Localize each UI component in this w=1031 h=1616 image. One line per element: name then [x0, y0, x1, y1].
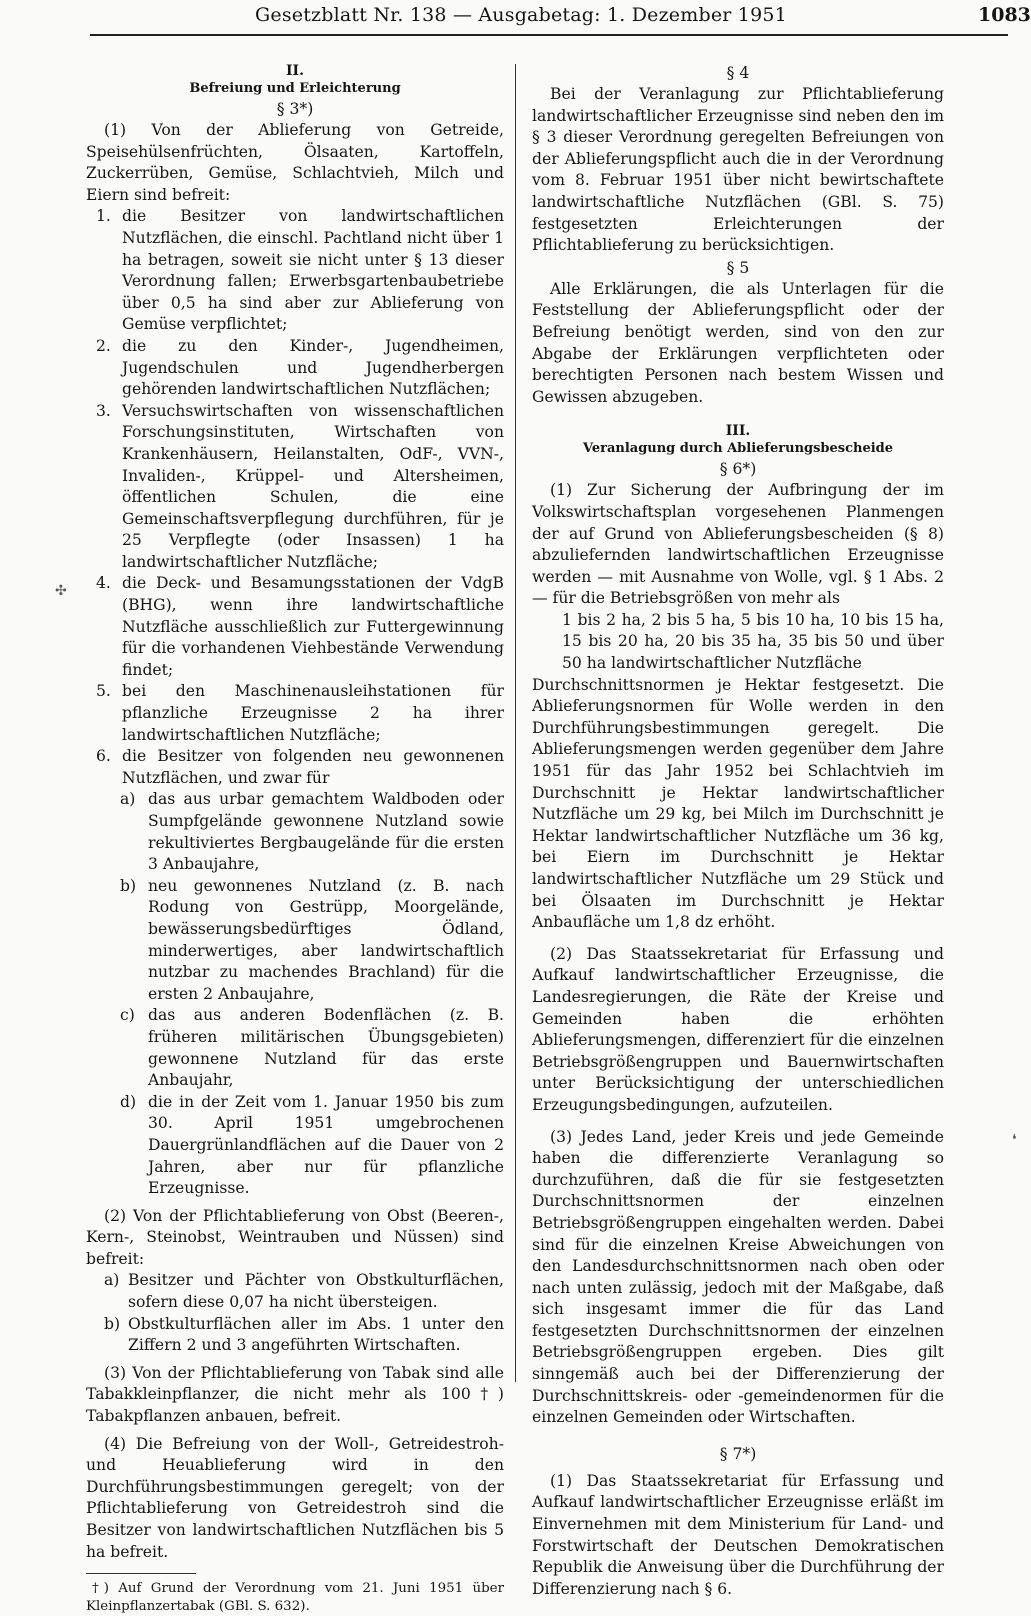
running-head: Gesetzblatt Nr. 138 — Ausgabetag: 1. Dezember 1951: [255, 4, 787, 26]
sub-list-item: [86, 876, 504, 1006]
paragraph-text: (3) Von der Pflichtablieferung von Tabak sind alle Tabakkleinpflanzer, die nicht mehr als 100†) Tabakpflanzen anbauen, befreit.: [86, 1363, 504, 1426]
list-text: die Besitzer von landwirtschaftlichen Nutzflächen, die einschl. Pachtland nicht über 1 ha betragen, soweit sie nicht unter § 13 dieser Verordnung fallen; Erwerbsgartenbaubetriebe über 0,5 ha sind aber zur Ablieferung von Gemüse verpflichtet;: [122, 207, 504, 334]
sub-list-text: neu gewonnenes Nutzland (z. B. nach Rodung von Gestrüpp, Moorgelände, bewässerungsbedürftiges Ödland, minderwertiges, aber landwirtschaftlich nutzbar zu machendes Brachland) für die ersten 2 Anbaujahre,: [148, 876, 504, 1003]
header-rule: [90, 34, 1008, 36]
section-number: III.: [725, 423, 751, 440]
list-number: 1.: [96, 207, 111, 226]
list-text: Versuchswirtschaften von wissenschaftlichen Forschungsinstituten, Wirtschaften von Krankenhäusern, Heilanstalten, OdF-, VVN-, Invaliden-, Krüppel- und Altersheimen, öffentlichen Schulen, die eine Gemeinschaftsverpflegung durchführen, für je 25 Verpflegte (oder Insassen) 1 ha landwirtschaftlicher Nutzfläche;: [122, 401, 504, 571]
section-number: II.: [286, 63, 304, 79]
sub-list-letter: d): [120, 1092, 137, 1111]
section-title: Veranlagung durch Ablieferungsbescheide: [582, 441, 894, 457]
paragraph-heading: § 6*): [719, 460, 757, 479]
sub-list-letter: b): [120, 876, 137, 895]
list-item: [86, 1314, 504, 1357]
paragraph-text: (4) Die Befreiung von der Woll-, Getreidestroh- und Heuablieferung wird in den Durchführungsbestimmungen geregelt; von der Pflichtablieferung von Getreidestroh sind die Besitzer von landwirtschaftlichen Nutzflächen bis 5 ha befreit.: [86, 1434, 504, 1561]
column-divider: [515, 64, 516, 1382]
list-item: [86, 746, 504, 789]
list-item: [86, 336, 504, 401]
sub-list-item: [86, 1005, 504, 1091]
list-text: die Besitzer von folgenden neu gewonnenen Nutzflächen, und zwar für: [122, 747, 504, 787]
list-text: bei den Maschinenausleihstationen für pflanzliche Erzeugnisse 2 ha ihrer landwirtschaftlichen Nutzfläche;: [122, 682, 504, 744]
footnote: †) Auf Grund der Verordnung vom 21. Juni 1951 über Kleinpflanzertabak (GBl. S. 632).: [86, 1581, 504, 1615]
paragraph-text: (2) Von der Pflichtablieferung von Obst (Beeren-, Kern-, Steinobst, Weintrauben und Nüssen) sind befreit:: [86, 1206, 504, 1268]
list-item: [86, 206, 504, 336]
paragraph-text: (3) Jedes Land, jeder Kreis und jede Gemeinde haben die differenzierte Veranlagung so durchzuführen, daß die für sie festgesetzten Durchschnittsnormen der einzelnen Betriebsgrößengruppen eingehalten werden. Dabei sind für die einzelnen Kreise Abweichungen von den Landesdurchschnittsnormen nach oben oder nach unten zulässig, jedoch mit der Maßgabe, daß sich insgesamt immer die für das Land festgesetzten Durchschnittsnormen der einzelnen Betriebsgrößengruppen ergeben. Dies gilt sinngemäß auch bei der Differenzierung der Durchschnittskreis- oder -gemeindenormen für die einzelnen Gemeinden oder Wirtschaften.: [532, 1127, 944, 1427]
list-number: 5.: [96, 682, 111, 701]
footnote-rule: [86, 1573, 196, 1574]
paragraph-text: (1) Das Staatssekretariat für Erfassung und Aufkauf landwirtschaftlicher Erzeugnisse erläßt im Einvernehmen mit dem Ministerium für Land- und Forstwirtschaft der Deutschen Demokratischen Republik die Anweisung über die Durchführung der Differenzierung nach § 6.: [532, 1471, 944, 1598]
paragraph-text: (2) Das Staatssekretariat für Erfassung und Aufkauf landwirtschaftlicher Erzeugnisse, die Landesregierungen, die Räte der Kreise und Gemeinden haben die erhöhten Ablieferungsmengen, differenziert für die einzelnen Betriebsgrößengruppen und Bauernwirtschaften unter Berücksichtigung der unterschiedlichen Erzeugungsbedingungen, aufzuteilen.: [532, 944, 944, 1114]
list-text: die zu den Kinder-, Jugendheimen, Jugendschulen und Jugendherbergen gehörenden landwirtschaftlichen Nutzflächen;: [122, 336, 504, 399]
sub-list-text: das aus urbar gemachtem Waldboden oder Sumpfgelände gewonnene Nutzland sowie rekultiviertes Bergbaugelände für die ersten 3 Anbaujahre,: [148, 790, 504, 874]
list-letter: b): [104, 1314, 121, 1333]
sub-list-letter: a): [120, 790, 136, 809]
page-number: 1083: [978, 4, 1031, 26]
paragraph-text: Durchschnittsnormen je Hektar festgesetzt. Die Ablieferungsnormen für Wolle werden in den Durchführungsbestimmungen geregelt. Die Ablieferungsmengen werden gegenüber dem Jahre 1951 für das Jahr 1952 bei Schlachtvieh im Durchschnitt je Hektar landwirtschaftlicher Nutzfläche um 29 kg, bei Milch im Durchschnitt je Hektar landwirtschaftlicher Nutzfläche um 36 kg, bei Eiern im Durchschnitt je Hektar landwirtschaftlicher Nutzfläche um 29 Stück und bei Ölsaaten im Durchschnitt je Hektar Anbaufläche um 1,8 dz erhöht.: [532, 675, 944, 932]
section-title: Befreiung und Erleichterung: [189, 81, 401, 96]
sub-list-item: [86, 789, 504, 875]
list-item: [86, 573, 504, 681]
paragraph-text: Alle Erklärungen, die als Unterlagen für die Feststellung der Ablieferungspflicht oder der Befreiung benötigt werden, sind von den zur Abgabe der Erklärungen verpflichteten oder berechtigten Personen nach bestem Wissen und Gewissen abzugeben.: [532, 279, 944, 406]
list-number: 2.: [96, 336, 111, 355]
paragraph-text: Bei der Veranlagung zur Pflichtablieferung landwirtschaftlicher Erzeugnisse sind neben den im § 3 dieser Verordnung geregelten Befreiungen von der Ablieferungspflicht auch die in der Verordnung vom 8. Februar 1951 über nicht bewirtschaftete landwirtschaftliche Nutzflächen (GBl. S. 75) festgesetzten Erleichterungen der Pflichtablieferung zu berücksichtigen.: [532, 85, 944, 255]
paragraph-heading: § 7*): [719, 1444, 757, 1463]
right-column: [532, 62, 944, 1600]
left-column: [86, 62, 504, 1616]
paragraph-text: (1) Zur Sicherung der Aufbringung der im Volkswirtschaftsplan vorgesehenen Planmengen der auf Grund von Ablieferungsbescheiden (§ 8) abzuliefernden landwirtschaftlichen Erzeugnisse werden — mit Ausnahme von Wolle, vgl. § 1 Abs. 2 — für die Betriebsgrößen von mehr als: [532, 481, 944, 608]
paragraph-text: (1) Von der Ablieferung von Getreide, Speisehülsenfrüchten, Ölsaaten, Kartoffeln, Zuckerrüben, Gemüse, Schlachtvieh, Milch und Eiern sind befreit:: [86, 121, 504, 204]
sub-list-item: [86, 1092, 504, 1200]
list-number: 4.: [96, 574, 111, 593]
paragraph-heading: § 5: [726, 258, 750, 277]
sub-list-text: das aus anderen Bodenflächen (z. B. früheren militärischen Übungsgebieten) gewonnene Nutzland für das erste Anbaujahr,: [148, 1006, 504, 1090]
margin-tick-icon: ❛: [1012, 1132, 1017, 1148]
list-number: 6.: [96, 747, 111, 766]
sub-list-letter: c): [120, 1006, 135, 1025]
list-letter: a): [104, 1271, 120, 1290]
size-ranges: 1 bis 2 ha, 2 bis 5 ha, 5 bis 10 ha, 10 bis 15 ha, 15 bis 20 ha, 20 bis 35 ha, 35 bis 50 und über 50 ha landwirtschaftlicher Nutzfläche: [562, 610, 944, 673]
list-text: Besitzer und Pächter von Obstkulturflächen, sofern diese 0,07 ha nicht übersteigen.: [128, 1271, 504, 1312]
list-item: [86, 681, 504, 746]
paragraph-heading: § 4: [726, 64, 750, 82]
margin-mark-icon: ✣: [55, 583, 67, 599]
list-item: [86, 401, 504, 574]
paragraph-heading: § 3*): [276, 100, 314, 118]
list-number: 3.: [96, 401, 111, 420]
list-text: Obstkulturflächen aller im Abs. 1 unter den Ziffern 2 und 3 angeführten Wirtschaften.: [128, 1314, 504, 1355]
list-item: [86, 1270, 504, 1313]
list-text: die Deck- und Besamungsstationen der VdgB (BHG), wenn ihre landwirtschaftliche Nutzfläche ausschließlich zur Futtergewinnung für die vorhandenen Viehbestände Verwendung findet;: [122, 574, 504, 679]
page-header: [0, 0, 1031, 40]
sub-list-text: die in der Zeit vom 1. Januar 1950 bis zum 30. April 1951 umgebrochenen Dauergrünlandflächen auf die Dauer von 2 Jahren, aber nur für pflanzliche Erzeugnisse.: [148, 1092, 504, 1198]
